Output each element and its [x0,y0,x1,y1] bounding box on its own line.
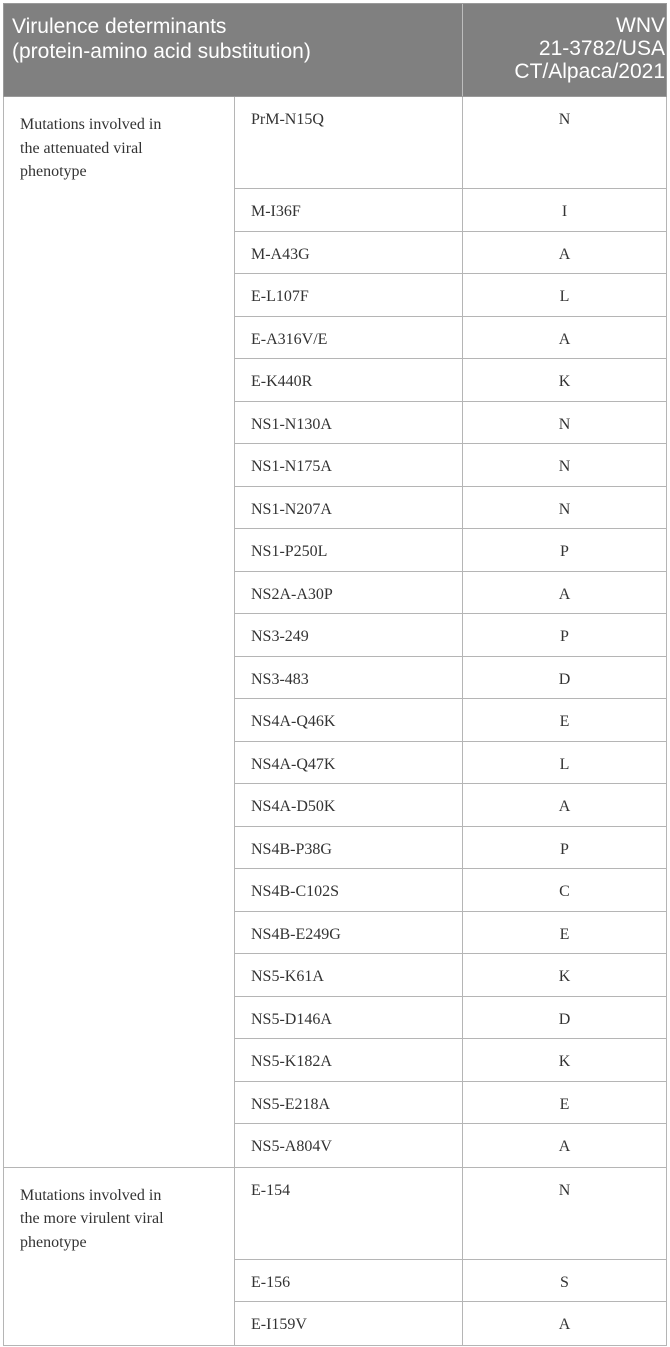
mutation-cell: NS5-E218A [251,1095,331,1113]
residue-cell: D [462,657,666,699]
residue-cell: P [462,614,666,656]
mutation-cell: NS5-K61A [251,968,324,985]
residue-cell: K [462,954,666,996]
table-row [235,699,666,742]
table-row [235,827,666,870]
mutation-cell: NS3-249 [251,628,309,645]
group-label-line: Mutations involved in [20,116,162,133]
mutation-cell: NS3-483 [251,670,309,688]
residue-cell: E [462,699,666,741]
residue-cell: A [462,784,666,826]
table-row [235,954,666,997]
header-col2-line1: WNV [616,14,665,37]
table-row [235,359,666,402]
residue-cell: N [462,1168,666,1259]
table-row [235,189,666,232]
header-col2-line3: CT/Alpaca/2021 [514,60,665,83]
table-row [235,784,666,827]
table-row [235,317,666,360]
table-row [235,997,666,1040]
mutation-cell: PrM-N15Q [251,111,324,128]
header-col1-line2: (protein-amino acid substitution) [12,40,311,63]
residue-cell: N [462,402,666,444]
residue-cell: K [462,359,666,401]
mutation-cell: E-I159V [251,1316,307,1333]
residue-cell: I [462,189,666,231]
mutation-cell: NS4B-E249G [251,925,341,943]
header-virulence-determinants [12,14,311,64]
mutation-cell: NS4B-C102S [251,883,340,900]
group-label-line: Mutations involved in [20,1186,162,1204]
mutation-cell: E-154 [251,1181,291,1199]
mutation-cell: NS5-K182A [251,1053,332,1070]
table-row [235,1302,666,1345]
mutation-cell: M-I36F [251,203,301,220]
group-label-line: the attenuated viral [20,139,143,157]
residue-cell: A [462,232,666,274]
residue-cell: A [462,1302,666,1345]
mutation-cell: NS5-A804V [251,1138,332,1155]
residue-cell: N [462,97,666,188]
table-row [235,529,666,572]
mutation-cell: E-156 [251,1273,291,1291]
mutation-cell: NS4A-D50K [251,798,336,815]
table-row [235,572,666,615]
residue-cell: P [462,827,666,869]
group-virulent [3,1168,667,1346]
residue-cell: A [462,572,666,614]
table-row [235,274,666,317]
residue-cell: C [462,869,666,911]
table-row [235,444,666,487]
group-label-line: phenotype [20,163,87,180]
group-label-line: the more virulent viral [20,1210,164,1227]
table-row [235,487,666,530]
mutation-cell: E-K440R [251,373,313,390]
mutation-cell: NS2A-A30P [251,585,333,603]
residue-cell: D [462,997,666,1039]
table-row [235,742,666,785]
group-label-line: phenotype [20,1233,87,1251]
residue-cell: E [462,912,666,954]
residue-cell: N [462,444,666,486]
mutation-cell: NS1-N207A [251,500,332,518]
header-col2-line2: 21-3782/USA [538,37,665,60]
group-label-attenuated [4,97,234,184]
mutation-cell: NS4B-P38G [251,840,332,858]
table-row [235,97,666,189]
table-body [3,97,667,1346]
table-row [235,1039,666,1082]
residue-cell: P [462,529,666,571]
group-attenuated [3,97,667,1168]
mutation-cell: NS5-D146A [251,1010,332,1028]
table-row [235,232,666,275]
residue-cell: S [462,1260,666,1302]
table-row [235,1082,666,1125]
table-row [235,614,666,657]
residue-cell: L [462,274,666,316]
mutation-cell: E-L107F [251,288,309,305]
mutation-cell: M-A43G [251,245,310,263]
table-row [235,869,666,912]
table-row [235,657,666,700]
residue-cell: A [462,1124,666,1167]
table-row [235,402,666,445]
mutation-cell: E-A316V/E [251,330,328,348]
table-row [235,1168,666,1260]
header-wnv-strain [462,4,668,96]
table-header [3,3,667,97]
residue-cell: E [462,1082,666,1124]
residue-cell: L [462,742,666,784]
mutation-cell: NS1-N175A [251,458,332,475]
mutation-cell: NS4A-Q46K [251,713,336,730]
residue-cell: N [462,487,666,529]
table-row [235,1124,666,1167]
mutation-cell: NS1-P250L [251,543,328,560]
group-label-virulent [4,1168,234,1255]
mutation-cell: NS1-N130A [251,415,332,433]
residue-cell: K [462,1039,666,1081]
table-row [235,1260,666,1303]
header-col1-line1: Virulence determinants [12,15,227,38]
residue-cell: A [462,317,666,359]
table-row [235,912,666,955]
mutation-cell: NS4A-Q47K [251,755,336,773]
